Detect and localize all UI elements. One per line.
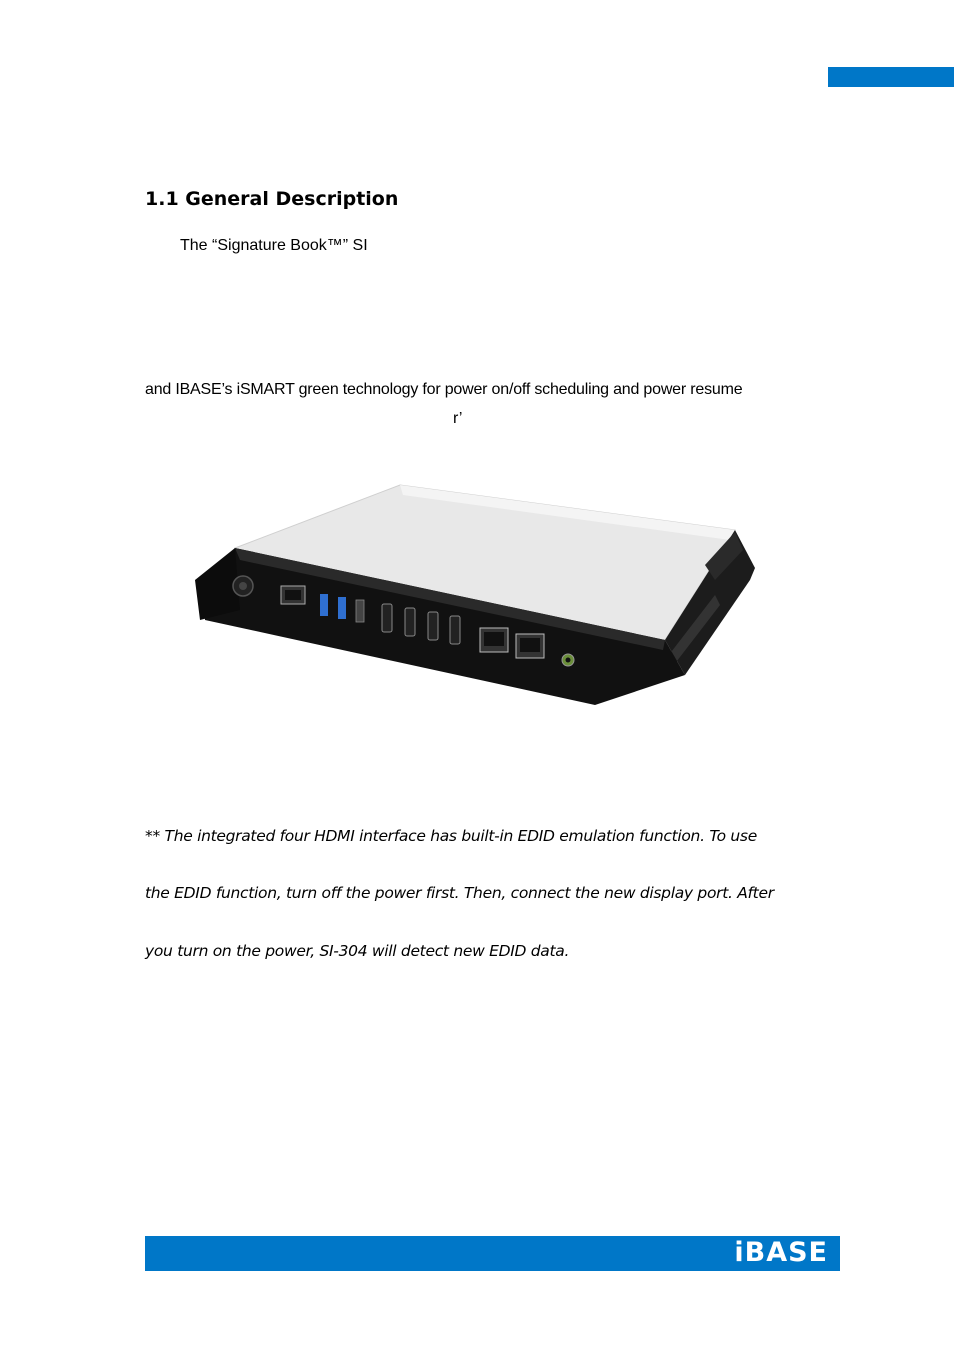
note-line: ** The integrated four HDMI interface has built-in EDID emulation function. To use <box>145 827 757 845</box>
note-line: the EDID function, turn off the power first. Then, connect the new display port. After <box>145 884 774 902</box>
description-paragraph: The “Signature Book™” SI <box>180 237 368 254</box>
product-photo <box>195 470 760 720</box>
header-accent-tab <box>828 67 954 87</box>
paragraph-fragment: r’ <box>453 410 463 427</box>
note-line: you turn on the power, SI-304 will detect new EDID data. <box>145 942 570 960</box>
ibase-logo: iBASE <box>734 1237 828 1268</box>
ismart-paragraph: and IBASE’s iSMART green technology for power on/off scheduling and power resume <box>145 381 743 398</box>
section-heading: 1.1 General Description <box>145 188 399 210</box>
footer-bar <box>145 1236 840 1271</box>
